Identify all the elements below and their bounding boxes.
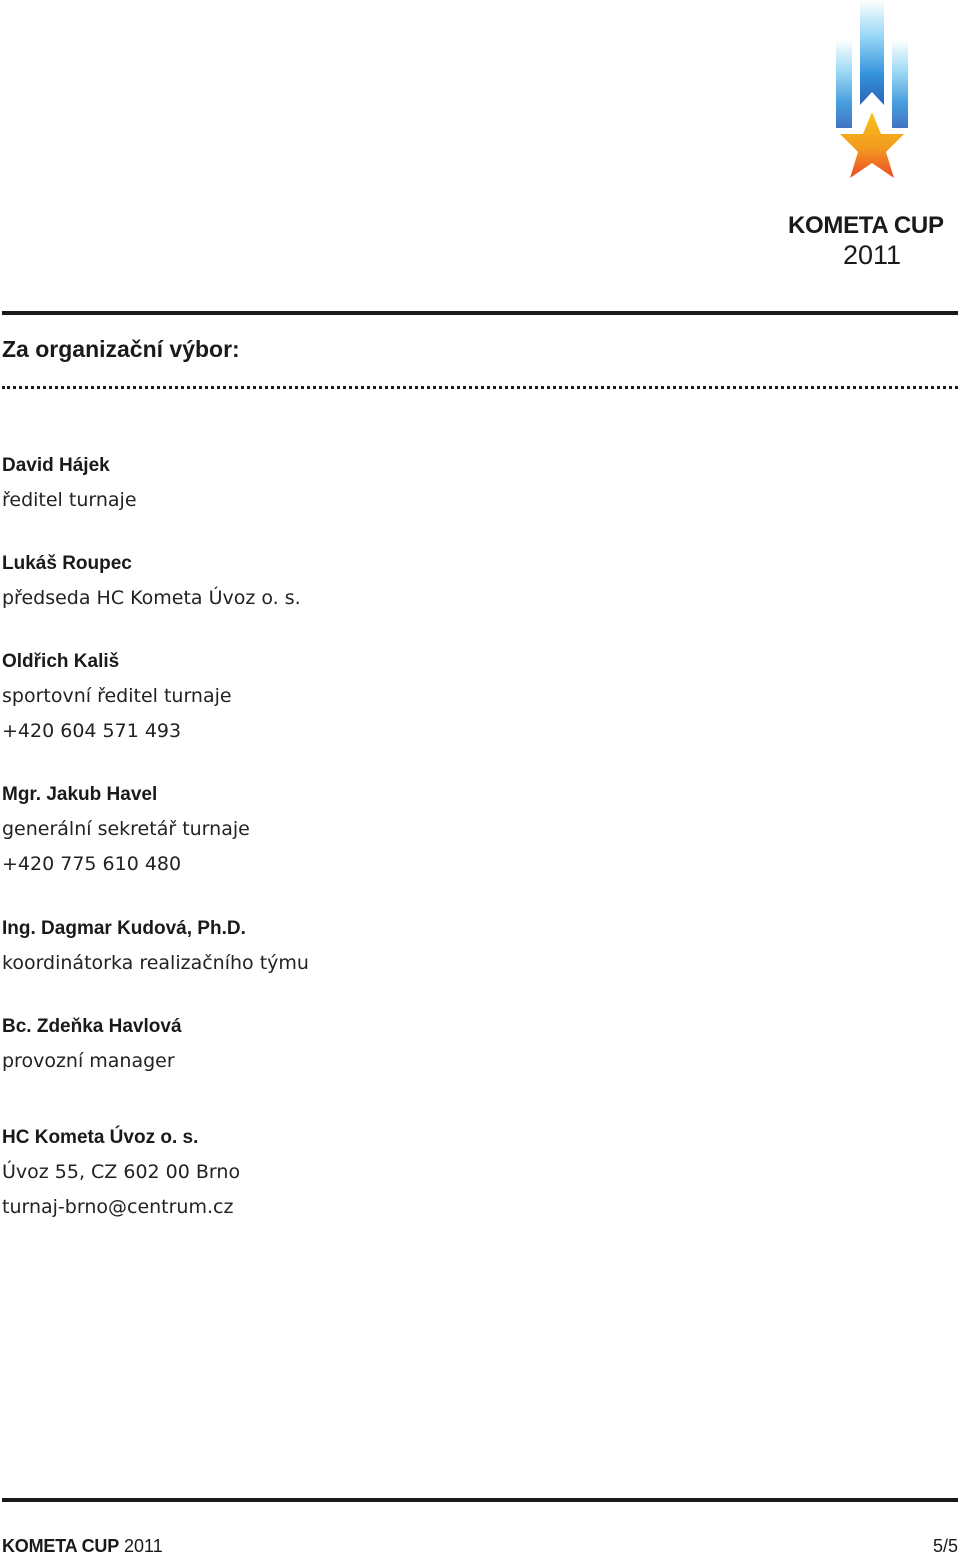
contact-organization [2,1120,240,1225]
contact-lukas-roupec [2,546,301,616]
bottom-divider [2,1498,958,1502]
contact-name: David Hájek [2,455,110,476]
contact-dagmar-kudova [2,911,309,981]
logo-year-text: 2011 [843,240,902,270]
contact-role: předseda HC Kometa Úvoz o. s. [2,587,301,609]
contact-role: sportovní ředitel turnaje [2,685,232,707]
contact-name: Lukáš Roupec [2,553,132,574]
contact-role: koordinátorka realizačního týmu [2,952,309,974]
organization-address: Úvoz 55, CZ 602 00 Brno [2,1161,241,1183]
logo-brand-text: KOMETA CUP [788,212,944,239]
contact-role: ředitel turnaje [2,489,137,511]
top-divider [2,311,958,315]
contact-name: Bc. Zdeňka Havlová [2,1016,182,1037]
footer-brand-year: 2011 [124,1536,163,1556]
contact-jakub-havel [2,777,250,882]
organization-name: HC Kometa Úvoz o. s. [2,1127,199,1148]
contact-zdenka-havlova [2,1009,182,1079]
organization-email[interactable]: turnaj-brno@centrum.cz [2,1196,234,1218]
footer-brand-name: KOMETA CUP [2,1536,119,1556]
contact-name: Oldřich Kališ [2,651,120,672]
contact-name: Ing. Dagmar Kudová, Ph.D. [2,918,246,939]
contact-david-hajek [2,448,137,518]
contact-role: provozní manager [2,1050,175,1072]
contact-role: generální sekretář turnaje [2,818,250,840]
kometa-cup-logo [786,0,960,275]
page-number: 5/5 [932,1536,958,1556]
contact-phone: +420 775 610 480 [2,853,182,875]
contact-phone: +420 604 571 493 [2,720,182,742]
dotted-divider [2,386,958,389]
comet-star-icon [834,0,910,195]
contact-oldrich-kalis [2,644,232,749]
contact-name: Mgr. Jakub Havel [2,784,158,805]
footer-brand [2,1536,163,1557]
section-title: Za organizační výbor: [2,336,240,362]
